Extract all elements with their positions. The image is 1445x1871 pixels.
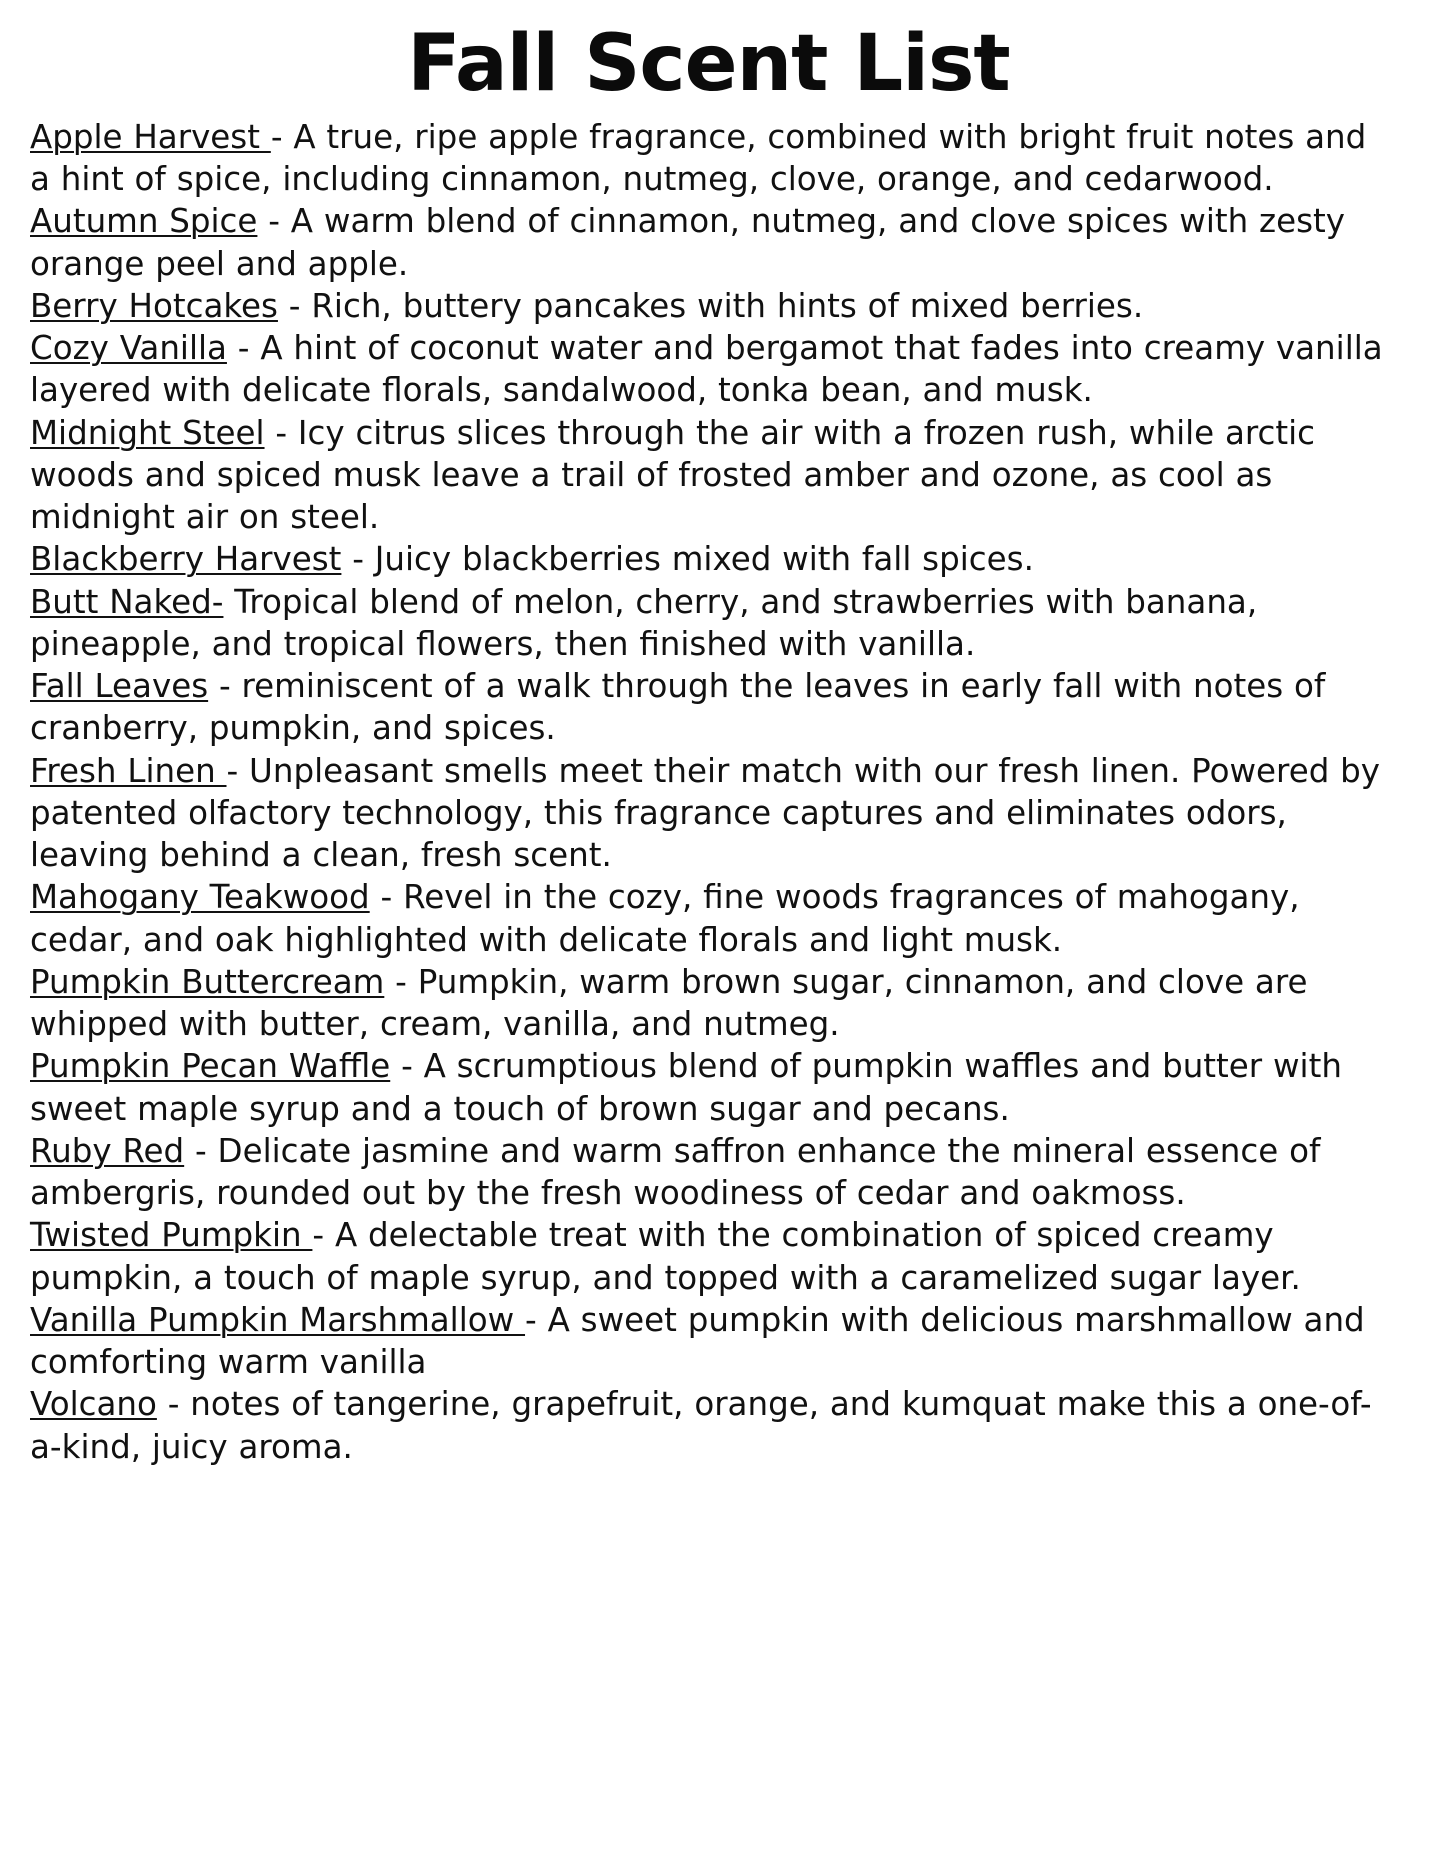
list-item: [30, 116, 1387, 201]
list-item: [30, 1130, 1387, 1215]
scent-description: - notes of tangerine, grapefruit, orange, and kumquat make this a one-of-a-kind, juicy aroma.: [30, 1385, 1372, 1466]
scent-name: Volcano: [30, 1385, 157, 1424]
page-title: Fall Scent List: [407, 19, 1010, 109]
scent-name: Midnight Steel: [30, 413, 265, 452]
scent-description: - Icy citrus slices through the air with a frozen rush, while arctic woods and spiced musk leave a trail of frosted amber and ozone, as cool as midnight air on steel.: [30, 413, 1316, 537]
list-item: [30, 581, 1387, 666]
scent-name: Twisted Pumpkin: [30, 1216, 313, 1255]
scent-name: Pumpkin Pecan Waffle: [30, 1047, 391, 1086]
list-item: [30, 200, 1387, 285]
scent-name: Fresh Linen: [30, 751, 227, 790]
list-item: [30, 285, 1387, 327]
scent-description: - A hint of coconut water and bergamot that fades into creamy vanilla layered with delicate florals, sandalwood, tonka bean, and musk.: [30, 329, 1383, 410]
list-item: [30, 538, 1387, 580]
list-item: [30, 1214, 1387, 1299]
scent-name: Apple Harvest: [30, 117, 271, 156]
scent-name: Mahogany Teakwood: [30, 878, 370, 917]
scent-name: Cozy Vanilla: [30, 329, 227, 368]
scent-name: Autumn Spice: [30, 202, 258, 241]
scent-list: [30, 116, 1387, 1468]
scent-name: Fall Leaves: [30, 667, 209, 706]
list-item: [30, 750, 1387, 877]
scent-description: - Pumpkin, warm brown sugar, cinnamon, and clove are whipped with butter, cream, vanilla, and nutmeg.: [30, 962, 1308, 1044]
list-item: [30, 961, 1387, 1046]
list-item: [30, 1299, 1387, 1384]
scent-description: - A warm blend of cinnamon, nutmeg, and clove spices with zesty orange peel and apple.: [30, 202, 1345, 283]
list-item: [30, 876, 1387, 961]
list-item: [30, 1045, 1387, 1130]
scent-description: - Juicy blackberries mixed with fall spices.: [341, 540, 1034, 579]
list-item: [30, 412, 1387, 539]
scent-description: - Rich, buttery pancakes with hints of mixed berries.: [277, 286, 1144, 325]
scent-name: Butt Naked-: [30, 582, 224, 621]
scent-description: - reminiscent of a walk through the leaves in early fall with notes of cranberry, pumpkin, and spices.: [30, 667, 1326, 748]
scent-name: Pumpkin Buttercream: [30, 962, 385, 1001]
scent-name: Ruby Red: [30, 1131, 185, 1170]
scent-description: - A sweet pumpkin with delicious marshmallow and comforting warm vanilla: [30, 1300, 1365, 1382]
scent-name: Berry Hotcakes: [30, 286, 278, 325]
scent-description: - A scrumptious blend of pumpkin waffles and butter with sweet maple syrup and a touch of brown sugar and pecans.: [30, 1047, 1342, 1128]
scent-description: - A delectable treat with the combination of spiced creamy pumpkin, a touch of maple syrup, and topped with a caramelized sugar layer.: [30, 1216, 1301, 1297]
scent-name: Vanilla Pumpkin Marshmallow: [30, 1300, 526, 1339]
scent-name: Blackberry Harvest: [30, 540, 342, 579]
scent-description: - Delicate jasmine and warm saffron enhance the mineral essence of ambergris, rounded out by the fresh woodiness of cedar and oakmoss.: [30, 1131, 1321, 1213]
list-item: [30, 1383, 1387, 1468]
scent-description: - Revel in the cozy, fine woods fragrances of mahogany, cedar, and oak highlighted with delicate florals and light musk.: [30, 878, 1300, 959]
scent-description: - A true, ripe apple fragrance, combined with bright fruit notes and a hint of spice, including cinnamon, nutmeg, clove, orange, and cedarwood.: [30, 117, 1367, 199]
scent-description: - Unpleasant smells meet their match with our fresh linen. Powered by patented olfactory technology, this fragrance captures and eliminates odors, leaving behind a clean, fresh scent.: [30, 751, 1381, 875]
scent-description: Tropical blend of melon, cherry, and strawberries with banana, pineapple, and tropical flowers, then finished with vanilla.: [30, 582, 1258, 663]
list-item: [30, 665, 1387, 750]
list-item: [30, 327, 1387, 412]
